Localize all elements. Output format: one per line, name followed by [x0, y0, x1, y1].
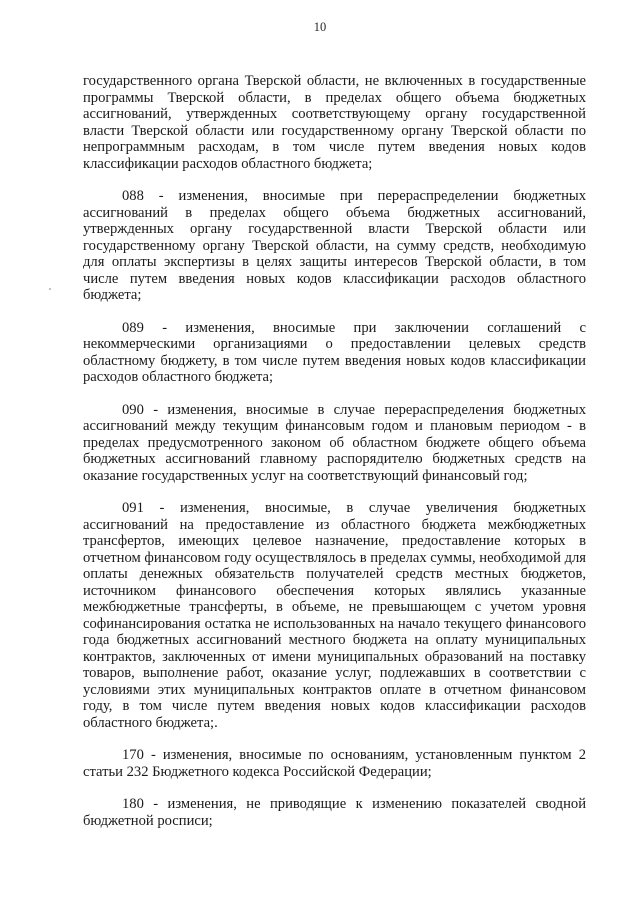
margin-mark: [49, 288, 51, 290]
paragraph-170: 170 - изменения, вносимые по основаниям, установленным пунктом 2 статьи 232 Бюджетного кодекса Российской Федерации;: [83, 747, 586, 780]
paragraph-088: 088 - изменения, вносимые при перераспределении бюджетных ассигнований в пределах общего объема бюджетных ассигнований, утвержденных органу государственной власти Тверской области или государственному органу Тверской области, на сумму средств, необходимую для оплаты экспертизы в целях защиты интересов Тверской области, в том числе путем введения новых кодов классификации расходов областного бюджета;: [83, 188, 586, 303]
paragraph-180: 180 - изменения, не приводящие к изменению показателей сводной бюджетной росписи;: [83, 796, 586, 829]
paragraph-091: 091 - изменения, вносимые, в случае увеличения бюджетных ассигнований на предоставление из областного бюджета межбюджетных трансфертов, имеющих целевое назначение, предоставление которых в отчетном финансовом году осуществлялось в пределах суммы, необходимой для оплаты денежных обязательств получателей средств местных бюджетов, источником финансового обеспечения которых являлись указанные межбюджетные трансферты, в объеме, не превышающем с учетом уровня софинансирования остатка не использованных на начало текущего финансового года бюджетных ассигнований местного бюджета на оплату муниципальных контрактов, заключенных от имени муниципальных образований на поставку товаров, выполнение работ, оказание услуг, подлежавших в соответствии с условиями этих муниципальных контрактов оплате в отчетном финансовом году, в том числе путем введения новых кодов классификации расходов областного бюджета;.: [83, 500, 586, 731]
document-body: [83, 73, 586, 829]
paragraph-090: 090 - изменения, вносимые в случае перераспределения бюджетных ассигнований между текущим финансовым годом и плановым периодом - в пределах предусмотренного законом об областном бюджете общего объема бюджетных ассигнований главному распорядителю бюджетных средств на оказание государственных услуг на соответствующий финансовый год;: [83, 401, 586, 484]
page-number: 10: [313, 20, 327, 34]
paragraph-continuation: государственного органа Тверской области, не включенных в государственные программы Тверской области, в пределах общего объема бюджетных ассигнований, утвержденных соответствующему органу государственной власти Тверской области или государственному органу Тверской области по непрограммным расходам, в том числе путем введения новых кодов классификации расходов областного бюджета;: [83, 73, 586, 172]
paragraph-089: 089 - изменения, вносимые при заключении соглашений с некоммерческими организациями о предоставлении целевых средств областному бюджету, в том числе путем введения новых кодов классификации расходов областного бюджета;: [83, 319, 586, 385]
